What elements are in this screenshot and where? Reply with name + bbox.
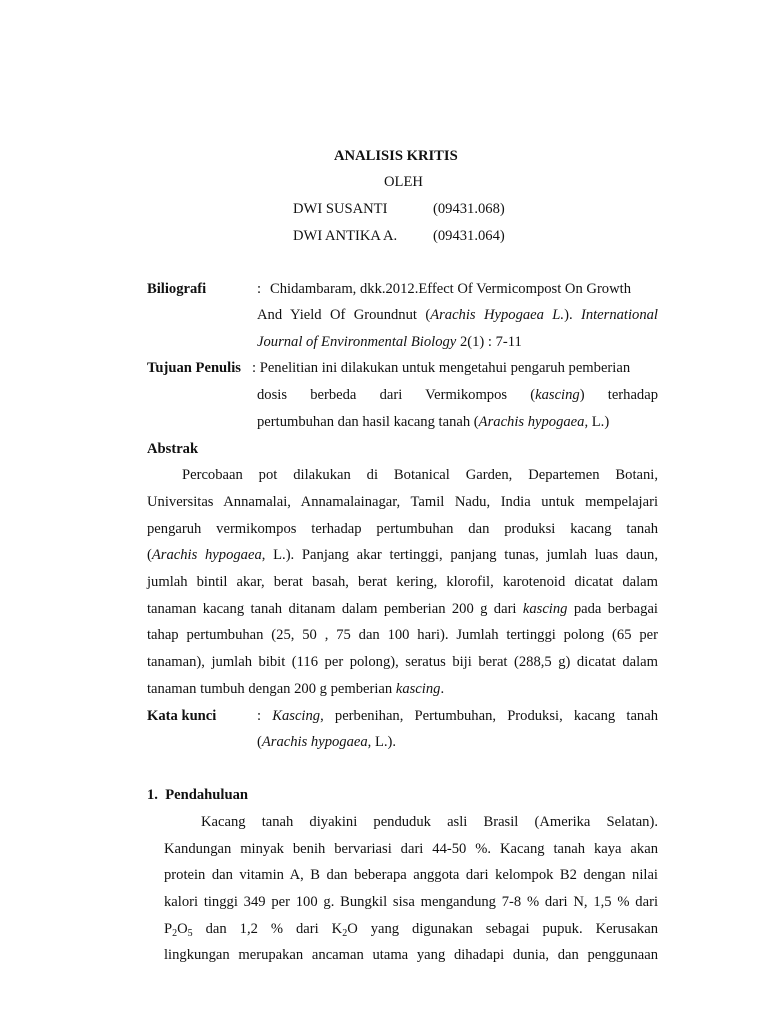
abstract-line-3: pengaruh vermikompos terhadap pertumbuhan dan produksi kacang tanah (147, 521, 658, 537)
abstract-line-5: jumlah bintil akar, berat basah, berat kering, klorofil, karotenoid dicatat dalam (147, 574, 658, 590)
bibliography-colon: : (257, 281, 262, 297)
intro-line-2: Kandungan minyak benih bervariasi dari 44-50 %. Kacang tanah kaya akan (164, 841, 658, 857)
bibliography-line-2: And Yield Of Groundnut (Arachis Hypogaea L.). International (257, 307, 658, 323)
author-id-2: (09431.064) (433, 228, 505, 244)
author-name-1: DWI SUSANTI (293, 201, 388, 217)
purpose-line-2: dosis berbeda dari Vermikompos (kascing) terhadap (257, 387, 659, 403)
bibliography-line-1: Chidambaram, dkk.2012.Effect Of Vermicompost On Growth (270, 281, 631, 297)
abstract-line-7: tahap pertumbuhan (25, 50 , 75 dan 100 hari). Jumlah tertinggi polong (65 per (147, 627, 658, 643)
abstract-line-8: tanaman), jumlah bibit (116 per polong), seratus biji berat (288,5 g) dicatat dalam (147, 654, 658, 670)
author-name-2: DWI ANTIKA A. (293, 228, 398, 244)
abstract-line-9: tanaman tumbuh dengan 200 g pemberian kascing. (147, 681, 445, 697)
intro-line-1: Kacang tanah diyakini penduduk asli Brasil (Amerika Selatan). (201, 814, 658, 830)
keywords-line-1: : Kascing, perbenihan, Pertumbuhan, Produksi, kacang tanah (257, 708, 659, 724)
by-label: OLEH (384, 174, 423, 190)
abstract-heading: Abstrak (147, 441, 199, 457)
keywords-label: Kata kunci (147, 708, 217, 724)
intro-line-3: protein dan vitamin A, B dan beberapa anggota dari kelompok B2 dengan nilai (164, 867, 658, 883)
bibliography-label: Biliografi (147, 281, 207, 297)
intro-line-5: $P_2O_5$ dan 1,2 % dari $K_2O$ yang digunakan sebagai pupuk. Kerusakan (164, 921, 658, 939)
intro-line-6: lingkungan merupakan ancaman utama yang dihadapi dunia, dan penggunaan (164, 947, 658, 963)
intro-line-4: kalori tinggi 349 per 100 g. Bungkil sisa mengandung 7-8 % dari N, 1,5 % dari (164, 894, 658, 910)
abstract-line-6: tanaman kacang tanah ditanam dalam pemberian 200 g dari kascing pada berbagai (147, 601, 658, 617)
keywords-line-2: (Arachis hypogaea, L.). (257, 734, 397, 750)
bibliography-line-3: Journal of Environmental Biology 2(1) : 7-11 (257, 334, 522, 350)
purpose-line-3: pertumbuhan dan hasil kacang tanah (Arachis hypogaea, L.) (257, 414, 610, 430)
abstract-line-4: (Arachis hypogaea, L.). Panjang akar tertinggi, panjang tunas, jumlah luas daun, (147, 547, 658, 563)
intro-heading: 1. Pendahuluan (147, 787, 248, 803)
document-title: ANALISIS KRITIS (334, 148, 458, 164)
purpose-label: Tujuan Penulis (147, 360, 241, 376)
abstract-line-2: Universitas Annamalai, Annamalainagar, Tamil Nadu, India untuk mempelajari (147, 494, 658, 510)
author-id-1: (09431.068) (433, 201, 505, 217)
abstract-line-1: Percobaan pot dilakukan di Botanical Garden, Departemen Botani, (182, 467, 658, 483)
purpose-line-1: : Penelitian ini dilakukan untuk mengetahui pengaruh pemberian (252, 360, 631, 376)
